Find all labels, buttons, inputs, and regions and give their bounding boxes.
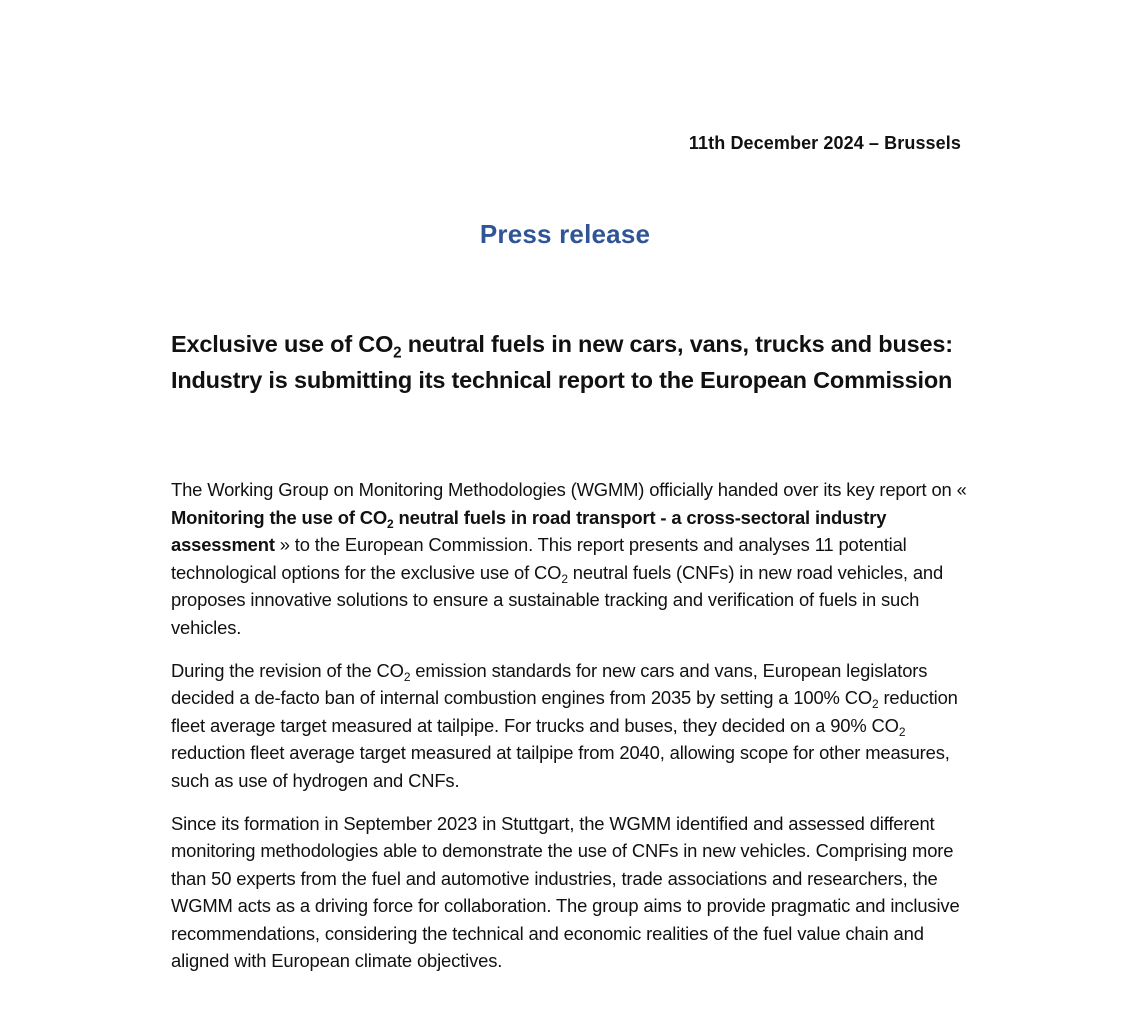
p2-text-a: During the revision of the CO bbox=[171, 659, 404, 681]
p1-text-d: neutral fuels (CNFs) in new road vehicles, and proposes innovative solutions to ensure a sustainable tracking and verification of fuels in such vehicles. bbox=[171, 561, 944, 638]
headline bbox=[171, 327, 971, 398]
report-title-a: Monitoring the use of CO bbox=[171, 506, 388, 528]
headline-text-1: Exclusive use of CO bbox=[171, 331, 394, 357]
headline-subscript: 2 bbox=[393, 344, 402, 362]
press-release-label: Press release bbox=[479, 219, 651, 249]
p1-text-a: The Working Group on Monitoring Methodologies (WGMM) officially handed over its key report on « bbox=[171, 479, 967, 500]
p2-text-c: reduction fleet average target measured at tailpipe. For trucks and buses, they decided on a 90% CO bbox=[171, 687, 958, 736]
paragraph-2 bbox=[171, 657, 971, 795]
paragraph-3: Since its formation in September 2023 in Stuttgart, the WGMM identified and assessed different monitoring methodologies able to demonstrate the use of CNFs in new vehicles. Comprising more than 50 experts from the fuel and automotive industries, trade associations and researchers, the WGMM acts as a driving force for collaboration. The group aims to provide pragmatic and inclusive recommendations, considering the technical and economic realities of the fuel value chain and aligned with European climate objectives. bbox=[171, 812, 960, 971]
p1-text-c: » to the European Commission. This report presents and analyses 11 potential technological options for the exclusive use of CO bbox=[171, 534, 907, 583]
p2-subscript-2: 2 bbox=[872, 697, 879, 712]
report-title-subscript: 2 bbox=[387, 516, 394, 531]
body-text bbox=[171, 476, 971, 990]
paragraph-1 bbox=[171, 476, 971, 641]
p1-subscript: 2 bbox=[561, 571, 568, 586]
p2-text-b: emission standards for new cars and vans, European legislators decided a de-facto ban of internal combustion engines from 2035 by setting a 100% CO bbox=[171, 659, 928, 708]
p2-subscript-1: 2 bbox=[403, 669, 411, 684]
headline-text-2: neutral fuels in new cars, vans, trucks and buses: Industry is submitting its technical report to the European Commission bbox=[171, 331, 953, 393]
report-title-b: neutral fuels in road transport - a cross-sectoral industry assessment bbox=[171, 506, 887, 555]
dateline: 11th December 2024 – Brussels bbox=[688, 133, 961, 153]
p2-text-d: reduction fleet average target measured at tailpipe from 2040, allowing scope for other measures, such as use of hydrogen and CNFs. bbox=[171, 742, 950, 791]
p2-subscript-3: 2 bbox=[898, 724, 906, 739]
